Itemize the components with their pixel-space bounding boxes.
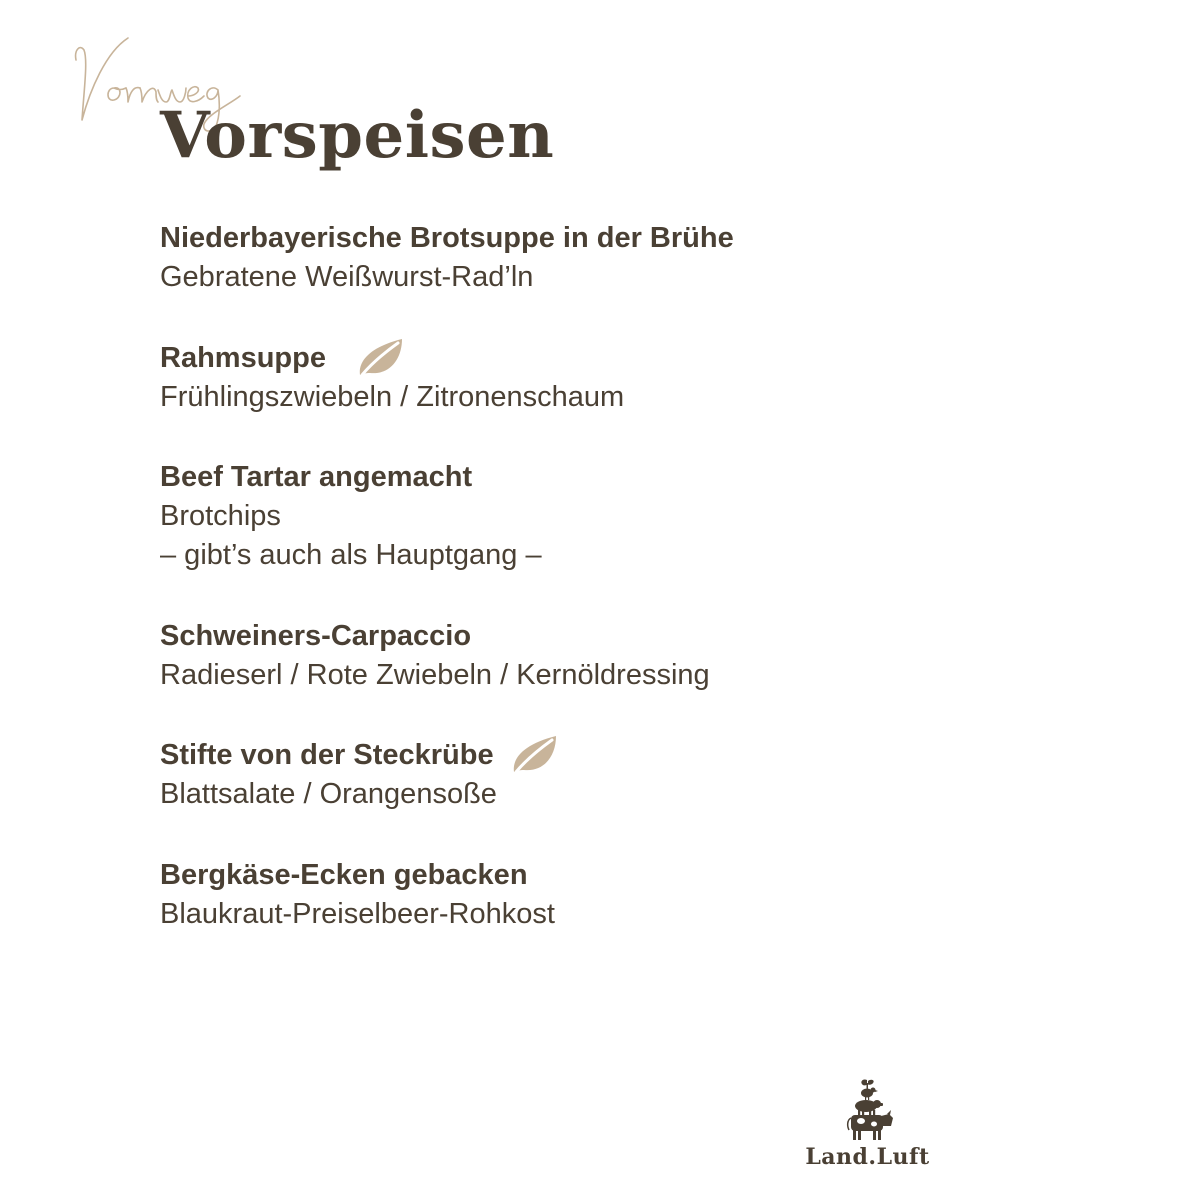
menu-item-name [160, 457, 542, 497]
menu-item-name [160, 218, 734, 258]
menu-item-name-text: Beef Tartar angemacht [160, 461, 473, 493]
menu-item-name [160, 735, 560, 775]
animal-stack-icon [795, 1078, 940, 1144]
menu-item-name [160, 855, 555, 895]
menu-item-name [160, 338, 624, 378]
menu-item [160, 735, 560, 814]
leaf-icon [356, 337, 406, 379]
menu-item [160, 338, 624, 417]
menu-item-name-text: Stifte von der Steckrübe [160, 739, 494, 771]
leaf-icon [510, 734, 560, 776]
menu-item-description: Frühlingszwiebeln / Zitronenschaum [160, 381, 625, 413]
menu-item-description: Brotchips [160, 500, 281, 532]
menu-item [160, 855, 555, 934]
menu-item [160, 218, 734, 297]
page-title: Vorspeisen [160, 98, 555, 173]
menu-item-name-text: Bergkäse-Ecken gebacken [160, 859, 528, 891]
logo [795, 1078, 940, 1178]
menu-item-description: Gebratene Weißwurst-Rad’ln [160, 261, 534, 293]
menu-item-description: Blattsalate / Orangensoße [160, 778, 497, 810]
menu-item-name [160, 616, 710, 656]
menu-item-name-text: Schweiners-Carpaccio [160, 620, 472, 652]
menu-item-name-text: Rahmsuppe [160, 342, 326, 374]
menu-item-description: Radieserl / Rote Zwiebeln / Kernöldressing [160, 659, 710, 691]
menu-item [160, 616, 710, 695]
menu-item-name-text: Niederbayerische Brotsuppe in der Brühe [160, 222, 734, 254]
logo-text: Land.Luft [805, 1144, 930, 1170]
menu-item-description: Blaukraut-Preiselbeer-Rohkost [160, 898, 555, 930]
menu-item [160, 457, 542, 575]
menu-item-note: – gibt’s auch als Hauptgang – [160, 539, 542, 571]
